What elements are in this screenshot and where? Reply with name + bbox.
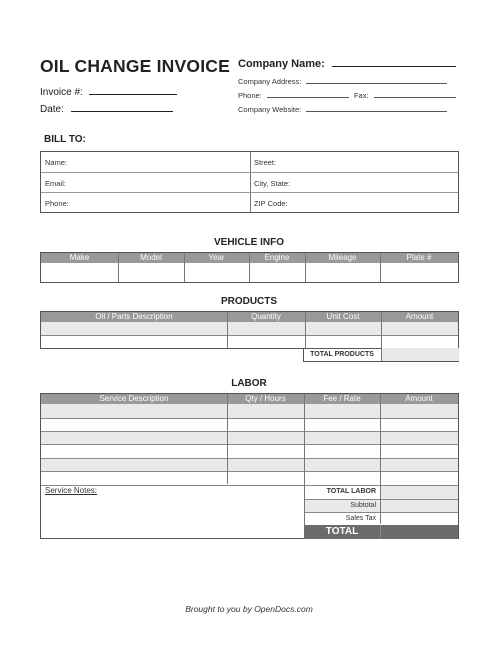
sales-tax-label: Sales Tax — [345, 515, 376, 522]
labor-table — [40, 393, 459, 539]
invoice-number-label: Invoice #: — [40, 87, 83, 98]
bill-to-heading: BILL TO: — [44, 134, 86, 145]
labor-row-line — [41, 431, 458, 432]
date-label: Date: — [40, 104, 64, 115]
labor-row-line — [41, 471, 458, 472]
bill-phone-field[interactable]: Phone: — [45, 199, 69, 208]
products-col-description: Oil / Parts Description — [95, 312, 173, 321]
vehicle-col-model: Model — [140, 253, 162, 262]
bill-to-divider — [250, 152, 251, 212]
invoice-title: OIL CHANGE INVOICE — [40, 56, 230, 76]
products-col-quantity: Quantity — [251, 312, 281, 321]
bill-email-field[interactable]: Email: — [45, 179, 66, 188]
labor-col-line — [380, 394, 381, 524]
total-products-label: TOTAL PRODUCTS — [310, 351, 374, 358]
company-phone-label: Phone: — [238, 91, 262, 100]
company-name-label: Company Name: — [238, 58, 325, 70]
grand-total-divider — [380, 525, 381, 538]
bill-to-box — [40, 151, 459, 213]
date-row — [40, 103, 173, 115]
date-field[interactable] — [71, 103, 173, 112]
service-notes-label: Service Notes: — [45, 486, 98, 495]
products-table — [40, 311, 459, 349]
labor-row-line — [41, 485, 458, 486]
bill-to-row-line — [41, 192, 458, 193]
labor-col-qty-hours: Qty / Hours — [245, 394, 286, 403]
labor-row-line — [41, 418, 458, 419]
total-labor-label: TOTAL LABOR — [326, 488, 376, 495]
total-products-value[interactable] — [381, 348, 459, 361]
labor-row-line — [41, 444, 458, 445]
total-labor-shade — [380, 485, 458, 499]
company-address-row — [238, 77, 447, 86]
company-website-field[interactable] — [306, 105, 447, 112]
labor-col-amount: Amount — [405, 394, 433, 403]
labor-row-line — [304, 499, 458, 500]
labor-row-line — [304, 512, 458, 513]
labor-row-shade — [41, 404, 458, 418]
vehicle-col-mileage: Mileage — [328, 253, 357, 262]
vehicle-col-year: Year — [208, 253, 225, 262]
grand-total-label: TOTAL — [325, 526, 359, 537]
products-row-shade — [41, 322, 458, 335]
labor-col-line — [227, 394, 228, 484]
company-name-row — [238, 58, 456, 70]
labor-row-shade — [41, 431, 458, 444]
company-phone-fax-row — [238, 91, 456, 100]
bill-name-field[interactable]: Name: — [45, 158, 68, 167]
company-phone-field[interactable] — [267, 91, 349, 98]
footer-credit[interactable]: Brought to you by OpenDocs.com — [185, 604, 313, 614]
products-heading: PRODUCTS — [220, 296, 278, 307]
bill-to-row-line — [41, 172, 458, 173]
labor-row-line — [41, 458, 458, 459]
invoice-number-field[interactable] — [89, 86, 177, 95]
labor-col-description: Service Description — [99, 394, 169, 403]
company-fax-label: Fax: — [353, 91, 369, 100]
company-address-label: Company Address: — [238, 77, 302, 86]
vehicle-col-plate: Plate # — [406, 253, 432, 262]
company-name-field[interactable] — [332, 58, 456, 67]
company-website-row — [238, 105, 447, 114]
total-products-box — [303, 348, 459, 362]
products-row-line — [41, 335, 458, 336]
labor-heading: LABOR — [231, 378, 267, 389]
invoice-number-row — [40, 86, 177, 98]
company-address-field[interactable] — [306, 77, 447, 84]
subtotal-label: Subtotal — [350, 502, 376, 509]
vehicle-info-heading: VEHICLE INFO — [213, 237, 284, 248]
labor-row-shade — [41, 458, 458, 471]
company-website-label: Company Website: — [238, 105, 302, 114]
vehicle-col-make: Make — [69, 253, 90, 262]
bill-street-field[interactable]: Street: — [254, 158, 277, 167]
bill-zip-field[interactable]: ZIP Code: — [254, 199, 288, 208]
company-fax-field[interactable] — [374, 91, 456, 98]
vehicle-info-table — [40, 252, 459, 283]
labor-col-fee-rate: Fee / Rate — [323, 394, 361, 403]
vehicle-col-engine: Engine — [264, 253, 290, 262]
bill-city-state-field[interactable]: City, State: — [254, 179, 291, 188]
products-col-unit-cost: Unit Cost — [326, 312, 360, 321]
products-col-amount: Amount — [405, 312, 434, 321]
